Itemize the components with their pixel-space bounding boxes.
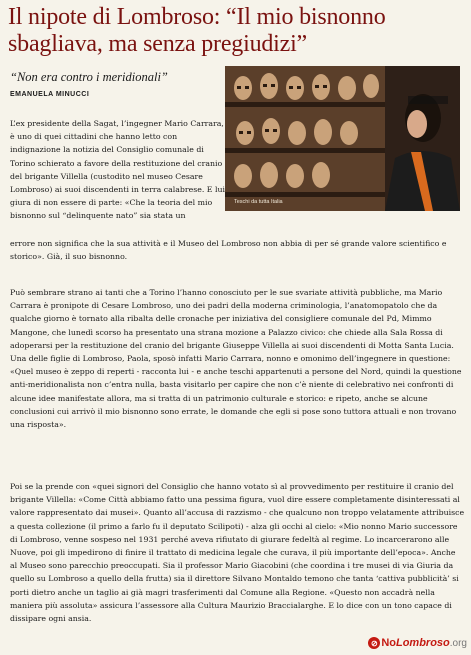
- paragraph-3: Poi se la prende con «quei signori del Consiglio che hanno votato sì al provvedimento per restituire il cranio del brigante Villella: «Come Città abbiamo fatto una pessima figura, vuol dire essere completamente disinteressati al valore rappresentato dai musei». Quanto all’accusa di razzismo - che qualcuno non troppo velatamente attribuisce a questa collezione (il primo a farlo fu il deputato Scilipoti) - alza gli occhi al cielo: «Mio nonno Mario successore di Lombroso, venne sospeso nel 1931 perché aveva rifiutato di giurare fedeltà al regime. Lo incarcerarono alle Nuove, poi gli impedirono di finire il trattato di medicina legale che curava, il più importante dell’epoca». Anche al Museo sono parecchio preoccupati. Sia il professor Mario Giacobini (che coordina i tre musei di via Giuria da quello su Lombroso a quello della frutta) sia il direttore Silvano Montaldo temono che tanta ‘cattiva pubblicità’ si porti dietro anche un taglio ai già magri trasferimenti dal Comune alla Regione. «Questo non accadrà nella maniera più assoluta» assicura l’assessore alla Cultura Maurizio Braccialarghe. E lo dice con un tono capace di dissipare ogni ansia.: [10, 482, 465, 624]
- photo-skulls-museum-image: [225, 66, 460, 211]
- author-byline: EMANUELA MINUCCI: [10, 91, 90, 98]
- article-photo: [225, 66, 460, 211]
- paragraph-1-left: L’ex presidente della Sagat, l’ingegner Mario Carrara, è uno di quei cittadini che hanno letto con indignazione la notizia del Consiglio comunale di Torino schierato a favore della restituzione del cranio del brigante Villella (custodito nel museo Cesare Lombroso) ai suoi discendenti in terra calabrese. E lui giura di non essere di parte: «Che la teoria del mio bisnonno sul “delinquente nato” sia stata un: [10, 119, 225, 221]
- headline: Il nipote di Lombroso: “Il mio bisnonno sbagliava, ma senza pregiudizi”: [8, 4, 386, 57]
- paragraph-1-continued: errore non significa che la sua attività e il Museo del Lombroso non abbia di per sé grande valore scientifico e storico». Già, il suo bisnonno.: [10, 239, 447, 262]
- logo-no-text: No: [381, 637, 396, 649]
- logo-org-text: .org: [449, 637, 467, 649]
- photo-caption: Teschi da tutta Italia: [234, 199, 283, 205]
- paragraph-2: Può sembrare strano ai tanti che a Torino l’hanno conosciuto per le sue svariate attività pubbliche, ma Mario Carrara è pronipote di Cesare Lombroso, uno dei padri della moderna criminologia, l’anatomopatolo che da qualche giorno è tornato alla ribalta delle cronache per iniziativa del consigliere comunale del Pd, Mimmo Mangone, che lunedì scorso ha presentato una strana mozione a Palazzo civico: che chiede alla Sala Rossa di adoperarsi per la restituzione del cranio del brigante Giuseppe Villella ai suoi discendenti di Motta Santa Lucia. Una delle figlie di Lombroso, Paola, sposò infatti Mario Carrara, nonno e omonimo dell’ingegnere in questione: «Quel museo è zeppo di reperti - racconta lui - e anche teschi appartenuti a persone del Nord, quindi la questione anti-meridionalista non c’entra nulla, basta visitarlo per capire che non c’è niente di celebrativo nei confronti di alcune idee manifestate allora, ma si tratta di un patrimonio culturale e storico: e ripeto, anche se alcune conclusioni cui arrivò il mio bisnonno sono errate, le domande che egli si pose sono tuttora attuali e non trovano una risposta».: [10, 288, 462, 430]
- nolombroso-logo[interactable]: [368, 635, 467, 651]
- no-sign-icon: ⊘: [368, 637, 380, 649]
- subhead: “Non era contro i meridionali”: [10, 70, 168, 84]
- logo-lombroso-text: Lombroso: [395, 637, 450, 649]
